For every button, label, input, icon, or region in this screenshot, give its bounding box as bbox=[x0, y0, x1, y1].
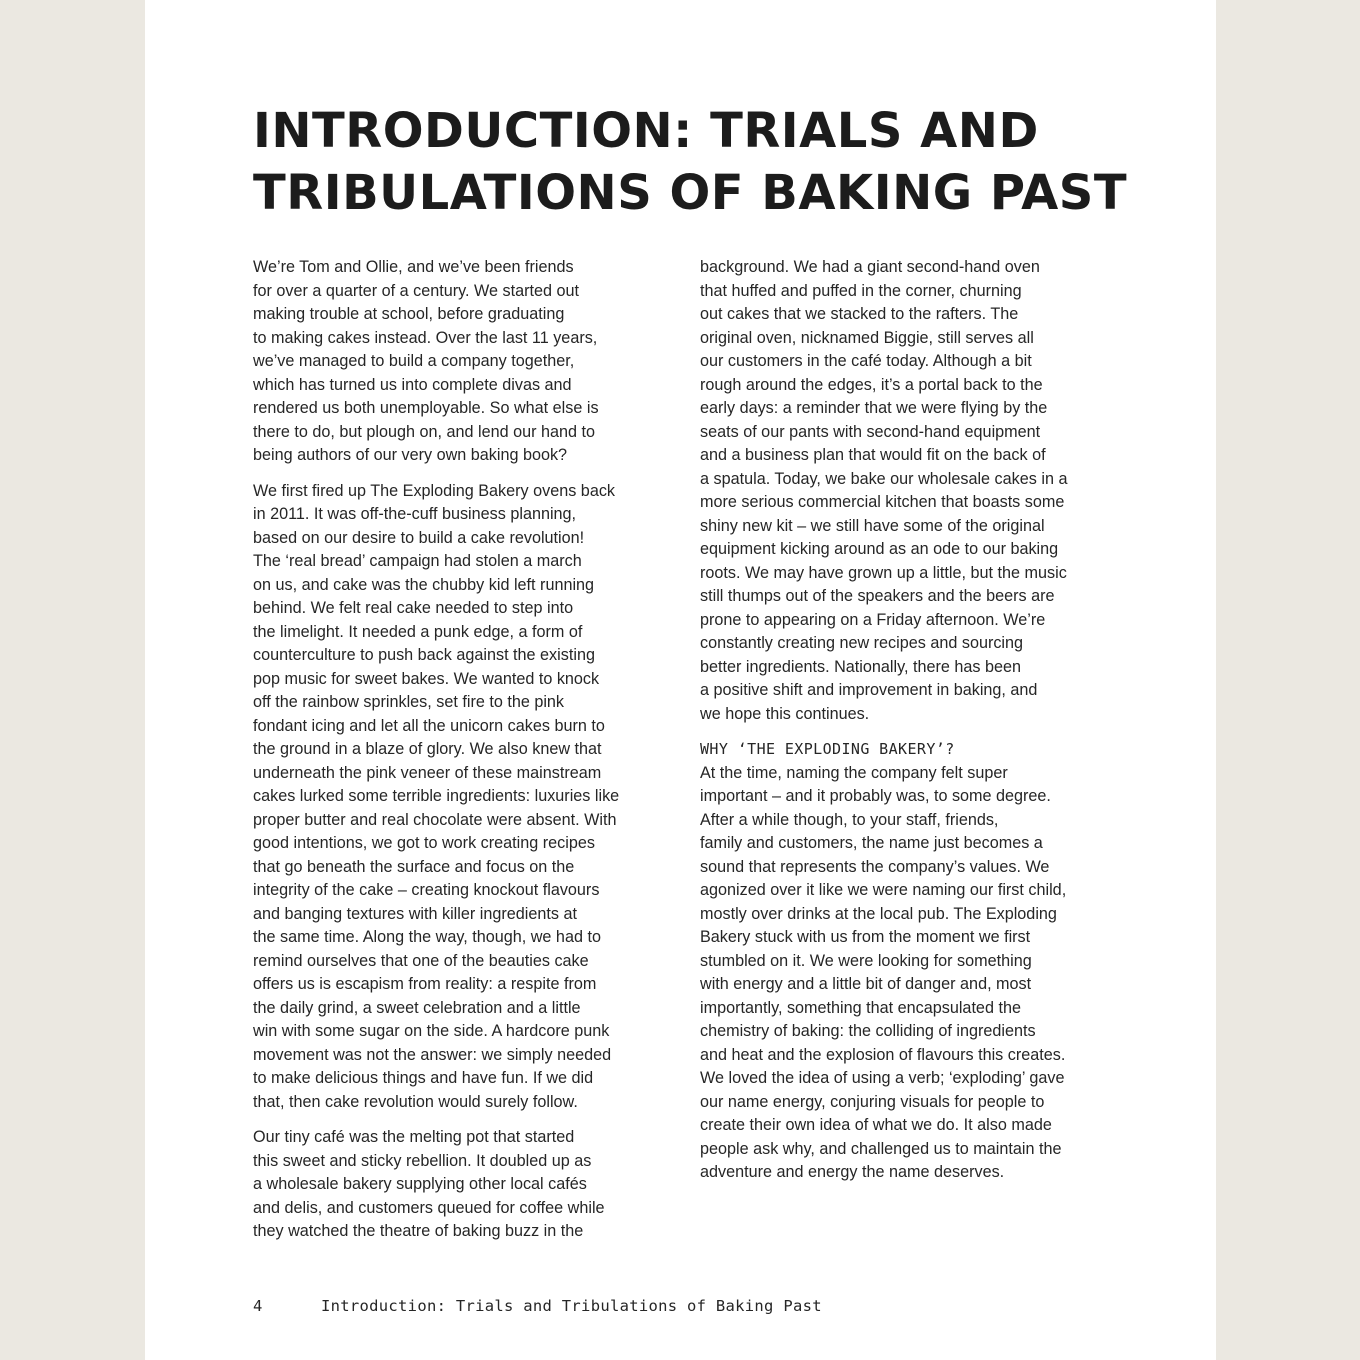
text-line: in 2011. It was off-the-cuff business planning, bbox=[253, 505, 577, 523]
text-line: original oven, nicknamed Biggie, still serves all bbox=[700, 328, 1034, 347]
page-title bbox=[253, 100, 1128, 224]
text-line: and heat and the explosion of flavours this creates. bbox=[700, 1045, 1066, 1064]
right-column bbox=[700, 256, 1100, 1197]
text-line: that huffed and puffed in the corner, churning bbox=[700, 281, 1022, 300]
text-line: roots. We may have grown up a little, but the music bbox=[700, 563, 1067, 582]
text-line: our customers in the café today. Although a bit bbox=[700, 352, 1032, 370]
text-line: pop music for sweet bakes. We wanted to knock bbox=[253, 669, 600, 688]
text-line: mostly over drinks at the local pub. The Exploding bbox=[700, 904, 1057, 923]
text-line: which has turned us into complete divas and bbox=[253, 375, 572, 394]
text-line: We loved the idea of using a verb; ‘exploding’ gave bbox=[700, 1069, 1065, 1087]
text-line: rendered us both unemployable. So what else is bbox=[253, 399, 599, 417]
text-line: remind ourselves that one of the beauties cake bbox=[253, 951, 589, 970]
text-line: cakes lurked some terrible ingredients: luxuries like bbox=[253, 787, 620, 805]
text-line: to making cakes instead. Over the last 11 years, bbox=[253, 328, 598, 347]
text-line: the ground in a blaze of glory. We also knew that bbox=[253, 740, 602, 758]
text-line: family and customers, the name just becomes a bbox=[700, 834, 1043, 852]
text-line: we’ve managed to build a company together, bbox=[253, 352, 575, 370]
text-line: shiny new kit – we still have some of the original bbox=[700, 516, 1045, 535]
text-line: fondant icing and let all the unicorn cakes burn to bbox=[253, 716, 605, 735]
text-line: a spatula. Today, we bake our wholesale cakes in a bbox=[700, 469, 1068, 488]
book-page bbox=[145, 0, 1216, 1360]
text-line: and a business plan that would fit on the back of bbox=[700, 446, 1046, 464]
text-line: more serious commercial kitchen that boasts some bbox=[700, 493, 1065, 511]
text-line: a positive shift and improvement in baking, and bbox=[700, 681, 1038, 699]
running-title: Introduction: Trials and Tribulations of Baking Past bbox=[321, 1297, 822, 1315]
body-paragraph bbox=[253, 480, 653, 1115]
text-line: seats of our pants with second-hand equipment bbox=[700, 422, 1041, 441]
text-line: background. We had a giant second-hand oven bbox=[700, 258, 1040, 276]
text-line: offers us is escapism from reality: a respite from bbox=[253, 975, 597, 993]
text-line: better ingredients. Nationally, there has been bbox=[700, 657, 1021, 676]
text-line: we hope this continues. bbox=[700, 704, 870, 723]
text-line: adventure and energy the name deserves. bbox=[700, 1163, 1005, 1181]
page-number: 4 bbox=[253, 1297, 263, 1315]
text-line: behind. We felt real cake needed to step into bbox=[253, 599, 574, 617]
text-line: importantly, something that encapsulated the bbox=[700, 998, 1021, 1017]
text-line: out cakes that we stacked to the rafters. The bbox=[700, 305, 1019, 323]
text-line: agonized over it like we were naming our first child, bbox=[700, 881, 1067, 899]
text-line: We first fired up The Exploding Bakery ovens back bbox=[253, 481, 616, 500]
body-paragraph bbox=[700, 256, 1100, 726]
title-line: INTRODUCTION: TRIALS AND bbox=[253, 103, 1039, 159]
section-subheading: WHY ‘THE EXPLODING BAKERY’? bbox=[700, 740, 955, 758]
text-line: important – and it probably was, to some degree. bbox=[700, 787, 1051, 805]
text-line: create their own idea of what we do. It also made bbox=[700, 1116, 1052, 1134]
text-line: people ask why, and challenged us to maintain the bbox=[700, 1139, 1062, 1158]
body-paragraph bbox=[253, 256, 653, 468]
text-line: with energy and a little bit of danger and, most bbox=[700, 975, 1032, 993]
title-line: TRIBULATIONS OF BAKING PAST bbox=[253, 165, 1128, 221]
text-line: stumbled on it. We were looking for something bbox=[700, 951, 1032, 970]
text-line: win with some sugar on the side. A hardcore punk bbox=[253, 1022, 610, 1040]
text-line: the limelight. It needed a punk edge, a form of bbox=[253, 622, 583, 641]
text-line: and delis, and customers queued for coffee while bbox=[253, 1198, 605, 1217]
text-line: At the time, naming the company felt super bbox=[700, 763, 1008, 782]
text-line: this sweet and sticky rebellion. It doubled up as bbox=[253, 1151, 592, 1170]
text-line: they watched the theatre of baking buzz in the bbox=[253, 1222, 584, 1240]
text-line: movement was not the answer: we simply needed bbox=[253, 1045, 612, 1064]
left-column bbox=[253, 256, 653, 1256]
text-line: proper butter and real chocolate were absent. With bbox=[253, 810, 617, 829]
text-line: The ‘real bread’ campaign had stolen a march bbox=[253, 552, 582, 570]
text-line: counterculture to push back against the existing bbox=[253, 646, 595, 664]
text-line: rough around the edges, it’s a portal back to the bbox=[700, 375, 1043, 394]
text-line: underneath the pink veneer of these mainstream bbox=[253, 763, 602, 782]
text-line: Our tiny café was the melting pot that started bbox=[253, 1128, 575, 1146]
text-line: and banging textures with killer ingredients at bbox=[253, 904, 577, 923]
text-line: the same time. Along the way, though, we had to bbox=[253, 928, 601, 946]
text-line: the daily grind, a sweet celebration and a little bbox=[253, 998, 581, 1017]
text-line: early days: a reminder that we were flying by the bbox=[700, 399, 1048, 417]
text-line: there to do, but plough on, and lend our hand to bbox=[253, 422, 596, 441]
text-line: After a while though, to your staff, friends, bbox=[700, 810, 999, 829]
text-line: our name energy, conjuring visuals for people to bbox=[700, 1092, 1045, 1111]
text-line: Bakery stuck with us from the moment we first bbox=[700, 928, 1031, 946]
page-footer bbox=[253, 1294, 822, 1318]
body-paragraph bbox=[700, 762, 1100, 1185]
text-line: chemistry of baking: the colliding of ingredients bbox=[700, 1022, 1036, 1040]
text-line: being authors of our very own baking book? bbox=[253, 446, 568, 464]
text-line: We’re Tom and Ollie, and we’ve been friends bbox=[253, 258, 574, 276]
text-line: that go beneath the surface and focus on the bbox=[253, 857, 575, 876]
text-line: prone to appearing on a Friday afternoon. We’re bbox=[700, 610, 1046, 629]
text-line: a wholesale bakery supplying other local cafés bbox=[253, 1175, 587, 1193]
text-line: equipment kicking around as an ode to our baking bbox=[700, 540, 1059, 558]
text-line: making trouble at school, before graduating bbox=[253, 305, 565, 323]
text-line: constantly creating new recipes and sourcing bbox=[700, 634, 1024, 652]
text-line: that, then cake revolution would surely follow. bbox=[253, 1092, 578, 1111]
text-line: good intentions, we got to work creating recipes bbox=[253, 834, 595, 852]
text-line: integrity of the cake – creating knockout flavours bbox=[253, 881, 600, 899]
text-line: to make delicious things and have fun. If we did bbox=[253, 1069, 594, 1087]
text-line: for over a quarter of a century. We started out bbox=[253, 281, 580, 300]
text-line: off the rainbow sprinkles, set fire to the pink bbox=[253, 693, 565, 711]
body-paragraph bbox=[253, 1126, 653, 1244]
text-line: on us, and cake was the chubby kid left running bbox=[253, 575, 595, 594]
text-line: still thumps out of the speakers and the beers are bbox=[700, 587, 1055, 605]
text-line: sound that represents the company’s values. We bbox=[700, 857, 1050, 876]
text-line: based on our desire to build a cake revolution! bbox=[253, 528, 585, 547]
